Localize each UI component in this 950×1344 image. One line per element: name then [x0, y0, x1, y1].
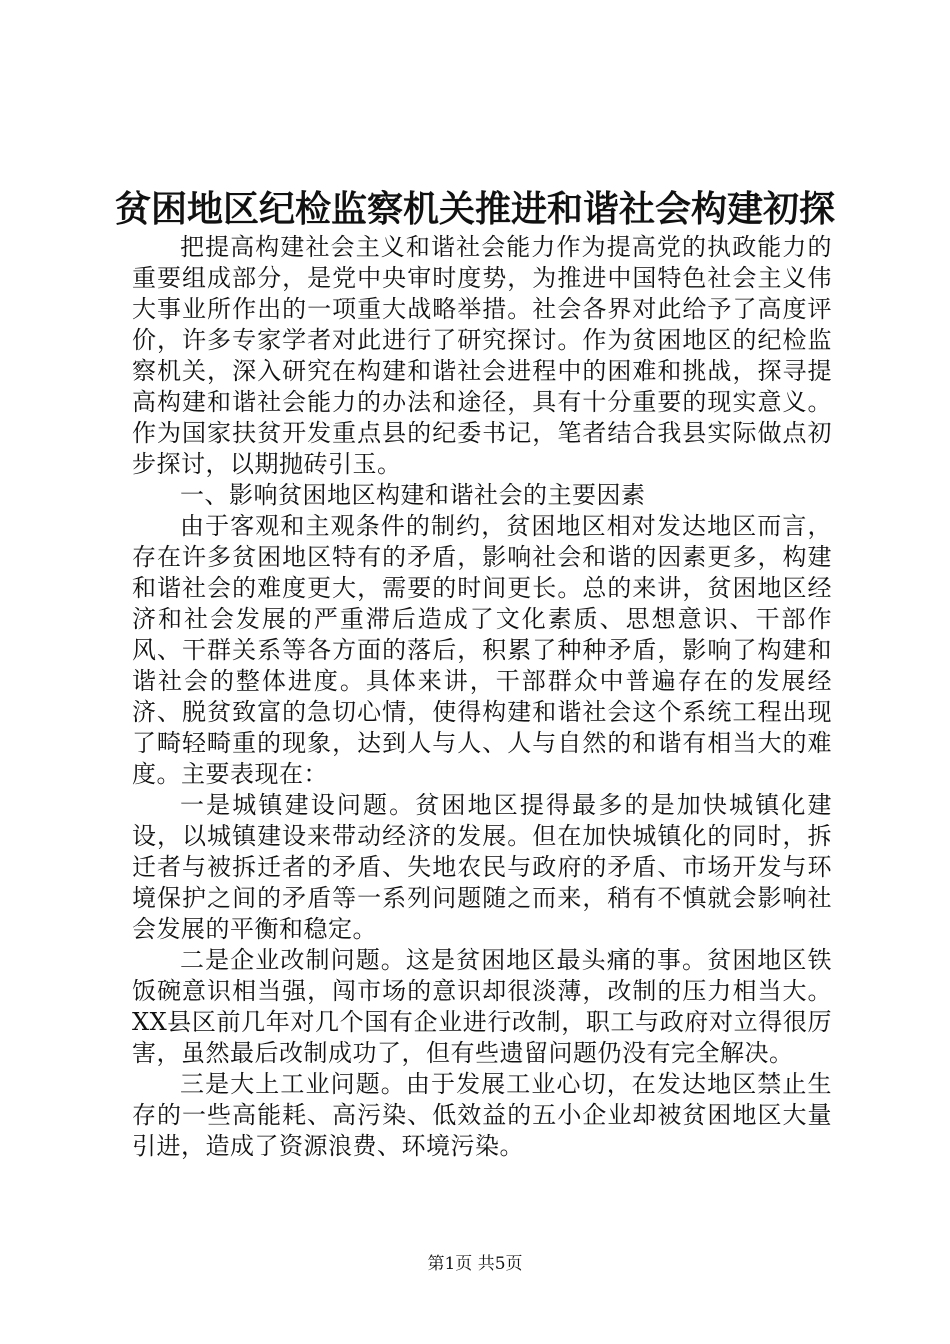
paragraph-factors: 由于客观和主观条件的制约，贫困地区相对发达地区而言，存在许多贫困地区特有的矛盾，影响社会和谐的因素更多，构建和谐社会的难度更大，需要的时间更长。总的来讲，贫困地区经济和社会发展的严重滞后造成了文化素质、思想意识、干部作风、干群关系等各方面的落后，积累了种种矛盾，影响了构建和谐社会的整体进度。具体来讲，干部群众中普遍存在的发展经济、脱贫致富的急切心情，使得构建和谐社会这个系统工程出现了畸轻畸重的现象，达到人与人、人与自然的和谐有相当大的难度。主要表现在：	[132, 512, 832, 788]
paragraph-industry: 三是大上工业问题。由于发展工业心切，在发达地区禁止生存的一些高能耗、高污染、低效益的五小企业却被贫困地区大量引进，造成了资源浪费、环境污染。	[132, 1070, 832, 1160]
paragraph-enterprise-reform: 二是企业改制问题。这是贫困地区最头痛的事。贫困地区铁饭碗意识相当强，闯市场的意识却很淡薄，改制的压力相当大。XX县区前几年对几个国有企业进行改制，职工与政府对立得很厉害，虽然最后改制成功了，但有些遗留问题仍没有完全解决。	[132, 946, 832, 1067]
page-number-footer: 第1页 共5页	[427, 1254, 523, 1274]
paragraph-urban-construction: 一是城镇建设问题。贫困地区提得最多的是加快城镇化建设，以城镇建设来带动经济的发展。但在加快城镇化的同时，拆迁者与被拆迁者的矛盾、失地农民与政府的矛盾、市场开发与环境保护之间的矛盾等一系列问题随之而来，稍有不慎就会影响社会发展的平衡和稳定。	[132, 791, 832, 943]
section-heading: 一、影响贫困地区构建和谐社会的主要因素	[180, 481, 646, 509]
paragraph-intro: 把提高构建社会主义和谐社会能力作为提高党的执政能力的重要组成部分，是党中央审时度势，为推进中国特色社会主义伟大事业所作出的一项重大战略举措。社会各界对此给予了高度评价，许多专家学者对此进行了研究探讨。作为贫困地区的纪检监察机关，深入研究在构建和谐社会进程中的困难和挑战，探寻提高构建和谐社会能力的办法和途径，具有十分重要的现实意义。作为国家扶贫开发重点县的纪委书记，笔者结合我县实际做点初步探讨，以期抛砖引玉。	[132, 233, 832, 478]
page-title: 贫困地区纪检监察机关推进和谐社会构建初探	[114, 188, 835, 230]
document-body	[132, 232, 832, 1162]
